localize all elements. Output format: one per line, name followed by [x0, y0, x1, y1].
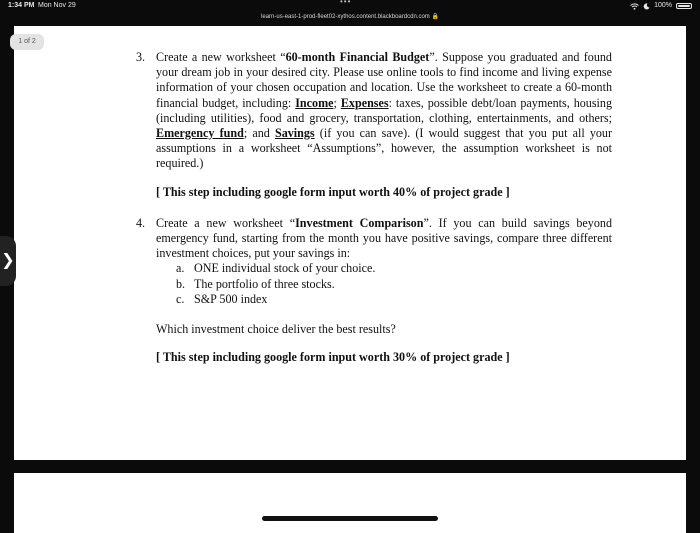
- document-content: [136, 50, 612, 365]
- list-item-4: [136, 216, 612, 262]
- wifi-icon: [630, 3, 639, 10]
- item-text: Create a new worksheet “: [156, 215, 296, 230]
- term-expenses: Expenses: [340, 95, 389, 110]
- url-text: learn-us-east-1-prod-fleet02-xythos.content.blackboardcdn.com: [261, 14, 430, 20]
- battery-percent: 100%: [654, 2, 672, 9]
- worksheet-name: 60-month Financial Budget: [285, 50, 430, 64]
- list-item-3: [136, 50, 612, 172]
- list-item: [176, 261, 612, 276]
- sub-item-text: ONE individual stock of your choice.: [194, 261, 376, 276]
- worksheet-name: Investment Comparison: [295, 215, 424, 230]
- item-text: : taxes, possible debt/loan payments, housing (including utilities), food and grocery, transportation, clothing, entertainments, and others;: [156, 95, 613, 125]
- status-time: 1:34 PM: [8, 2, 35, 9]
- more-dots-icon[interactable]: •••: [340, 0, 352, 6]
- investment-choices-list: [136, 261, 612, 307]
- grade-note-item-3: [ This step including google form input worth 40% of project grade ]: [156, 184, 510, 199]
- document-page-2[interactable]: [14, 473, 686, 533]
- item-text: (if you can save). (I would suggest that you put all your assumptions in a worksheet “Assumptions”, however, the assumption worksheet is not required.): [156, 126, 613, 171]
- status-bar: [0, 0, 700, 12]
- list-item: [176, 292, 612, 307]
- item-text: Create a new worksheet “: [156, 50, 286, 64]
- battery-fill: [678, 5, 690, 7]
- url-bar[interactable]: [0, 12, 700, 22]
- item-number: 4.: [136, 215, 146, 230]
- sub-item-text: The portfolio of three stocks.: [194, 276, 335, 291]
- sub-item-letter: b.: [176, 276, 186, 291]
- sidebar-toggle-chevron-icon[interactable]: ❯: [0, 236, 16, 286]
- item-number: 3.: [136, 50, 146, 64]
- battery-icon: [676, 3, 692, 9]
- grade-note-item-4: [ This step including google form input worth 30% of project grade ]: [156, 350, 510, 365]
- question-text: Which investment choice deliver the best results?: [156, 322, 396, 337]
- sub-item-letter: a.: [176, 261, 185, 276]
- status-date: Mon Nov 29: [38, 2, 76, 9]
- moon-icon: [643, 3, 650, 10]
- page-counter: 1 of 2: [10, 34, 44, 50]
- item-text: ; and: [243, 126, 275, 141]
- sub-item-text: S&P 500 index: [194, 291, 268, 306]
- term-emergency-fund: Emergency fund: [156, 126, 244, 141]
- term-savings: Savings: [274, 126, 315, 141]
- item-text: ”. Suppose you graduated and found your dream job in your desired city. Please use online tools to find income and living expense information of your chosen occupation and location. Use the worksheet to create a 60-month financial budget, including:: [156, 50, 612, 110]
- status-indicators: [630, 0, 692, 12]
- sub-item-letter: c.: [176, 291, 185, 306]
- term-income: Income: [295, 95, 334, 110]
- lock-icon: 🔒: [431, 14, 439, 20]
- list-item: [176, 277, 612, 292]
- item-text: ”. If you can build savings beyond emergency fund, starting from the month you have positive savings, compare three different investment choices, put your savings in:: [156, 215, 612, 261]
- home-indicator[interactable]: [262, 516, 438, 521]
- item-text: ;: [333, 95, 341, 110]
